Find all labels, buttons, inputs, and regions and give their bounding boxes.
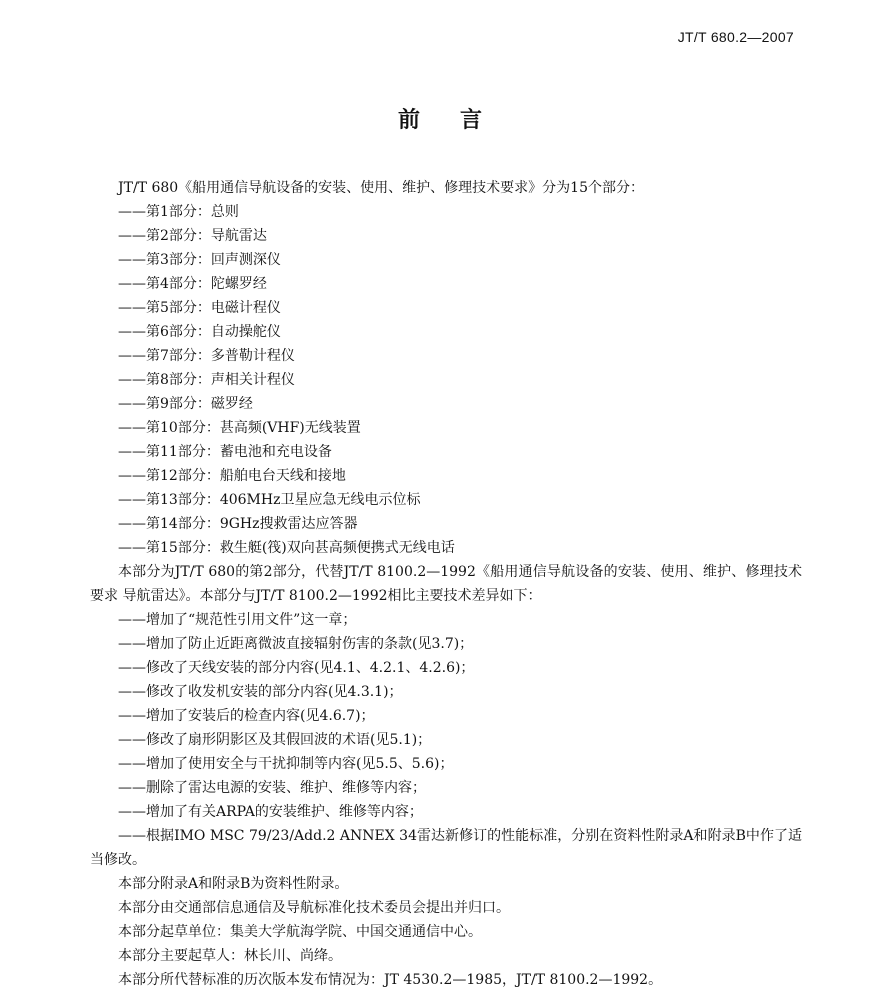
list-item: ——第3部分：回声测深仪 xyxy=(118,252,281,268)
list-item: ——第10部分：甚高频(VHF)无线装置 xyxy=(118,420,361,436)
changes-list xyxy=(90,608,802,824)
standard-code: JT/T 680.2—2007 xyxy=(677,29,794,45)
list-item: ——第14部分：9GHz搜救雷达应答器 xyxy=(118,516,358,532)
closing-paragraph: 本部分主要起草人：林长川、尚绛。 xyxy=(118,948,342,964)
closing-paragraph: 本部分附录A和附录B为资料性附录。 xyxy=(118,876,349,892)
list-item: ——第11部分：蓄电池和充电设备 xyxy=(118,444,332,460)
closing-paragraph: 本部分起草单位：集美大学航海学院、中国交通通信中心。 xyxy=(118,924,482,940)
list-item: ——修改了天线安装的部分内容(见4.1、4.2.1、4.2.6)； xyxy=(118,660,475,676)
list-item: ——修改了扇形阴影区及其假回波的术语(见5.1)； xyxy=(118,732,432,748)
list-item: ——第13部分：406MHz卫星应急无线电示位标 xyxy=(118,492,421,508)
list-item: ——第7部分：多普勒计程仪 xyxy=(118,348,295,364)
replace-statement: 本部分为JT/T 680的第2部分，代替JT/T 8100.2—1992《船用通信导航设备的安装、使用、维护、修理技术要求 导航雷达》。本部分与JT/T 8100.2—1992相比主要技术差异如下： xyxy=(90,564,802,604)
list-item: ——删除了雷达电源的安装、维护、维修等内容； xyxy=(118,780,426,796)
list-item: ——增加了安装后的检查内容(见4.6.7)； xyxy=(118,708,375,724)
list-item: ——增加了防止近距离微波直接辐射伤害的条款(见3.7)； xyxy=(118,636,474,652)
list-item: ——第6部分：自动操舵仪 xyxy=(118,324,281,340)
list-item: ——增加了“规范性引用文件”这一章； xyxy=(118,612,357,628)
list-item: ——增加了使用安全与干扰抑制等内容(见5.5、5.6)； xyxy=(118,756,454,772)
list-item: ——第4部分：陀螺罗经 xyxy=(118,276,267,292)
parts-list xyxy=(90,200,802,560)
page-title: 前言 xyxy=(397,108,522,133)
list-item: ——第1部分：总则 xyxy=(118,204,239,220)
list-item: ——第9部分：磁罗经 xyxy=(118,396,253,412)
list-item: ——修改了收发机安装的部分内容(见4.3.1)； xyxy=(118,684,403,700)
list-item: ——第15部分：救生艇(筏)双向甚高频便携式无线电话 xyxy=(118,540,455,556)
list-item: ——第2部分：导航雷达 xyxy=(118,228,267,244)
intro-paragraph: JT/T 680《船用通信导航设备的安装、使用、维护、修理技术要求》分为15个部分： xyxy=(118,180,644,196)
list-item: ——第5部分：电磁计程仪 xyxy=(118,300,281,316)
list-item: ——第12部分：船舶电台天线和接地 xyxy=(118,468,346,484)
foreword-body xyxy=(90,176,802,992)
last-change-paragraph: ——根据IMO MSC 79/23/Add.2 ANNEX 34雷达新修订的性能标准，分别在资料性附录A和附录B中作了适当修改。 xyxy=(90,828,802,868)
closing-paragraph: 本部分由交通部信息通信及导航标准化技术委员会提出并归口。 xyxy=(118,900,510,916)
list-item: ——增加了有关ARPA的安装维护、维修等内容； xyxy=(118,804,423,820)
list-item: ——第8部分：声相关计程仪 xyxy=(118,372,295,388)
closing-paragraph: 本部分所代替标准的历次版本发布情况为：JT 4530.2—1985，JT/T 8100.2—1992。 xyxy=(118,972,663,988)
